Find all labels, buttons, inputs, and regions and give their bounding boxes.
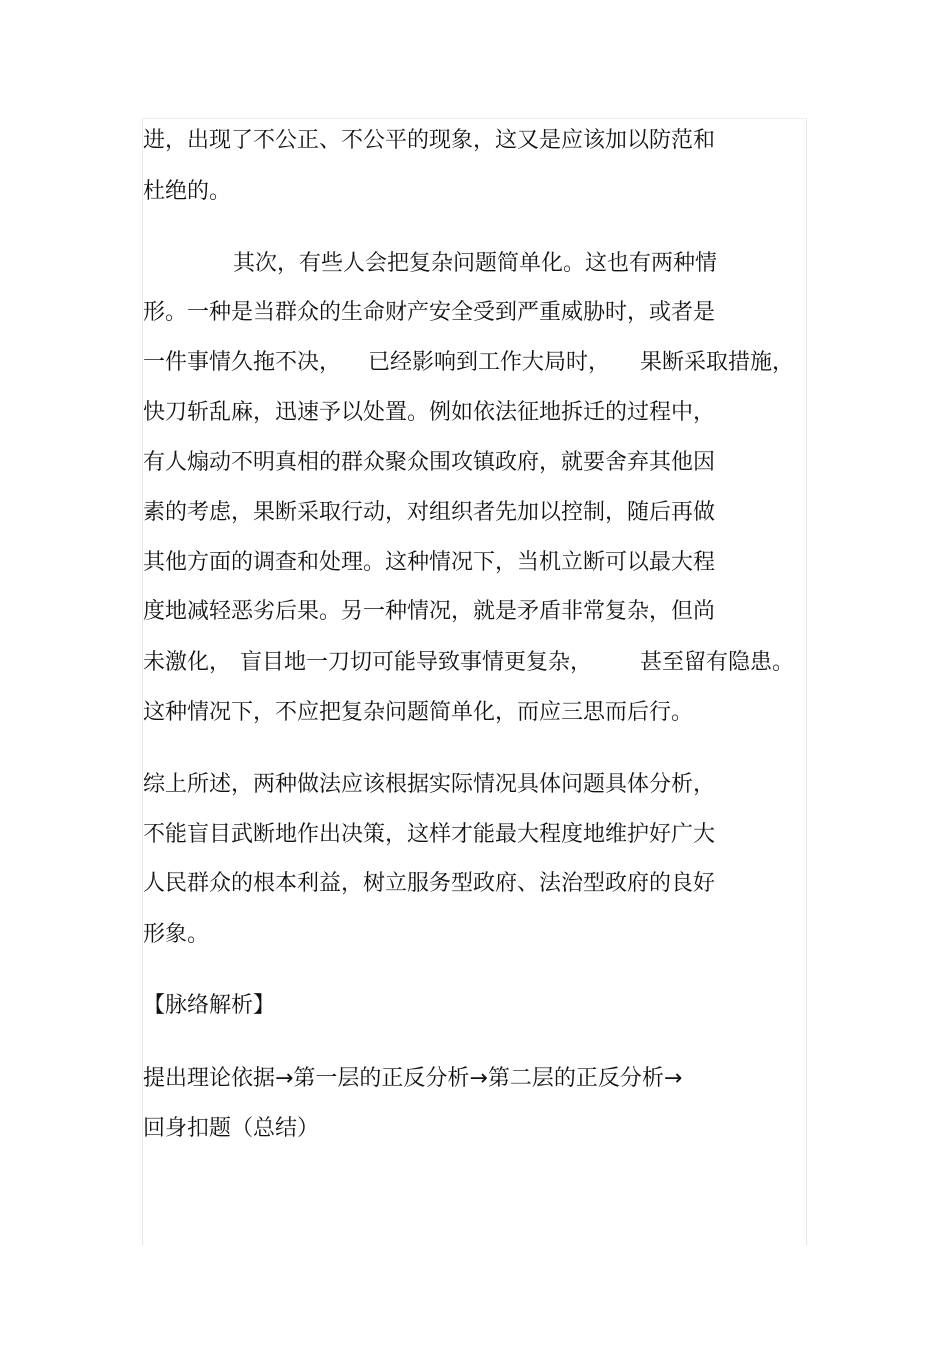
text-line: 不能盲目武断地作出决策，这样才能最大程度地维护好广大: [143, 822, 716, 847]
text-segment: 盲目地一刀切可能导致事情更复杂，: [240, 650, 593, 675]
section-heading: 【脉络解析】: [143, 993, 276, 1018]
text-line: 素的考虑，果断采取行动，对组织者先加以控制，随后再做: [143, 500, 716, 525]
text-line: 其次，有些人会把复杂问题简单化。这也有两种情: [233, 251, 718, 276]
text-line: 综上所述，两种做法应该根据实际情况具体问题具体分析，: [143, 772, 716, 797]
page-frame-top: [142, 118, 807, 119]
text-line: 度地减轻恶劣后果。另一种情况，就是矛盾非常复杂，但尚: [143, 599, 716, 624]
text-line: 进，出现了不公正、不公平的现象，这又是应该加以防范和: [143, 128, 716, 153]
text-line: 杜绝的。: [143, 179, 232, 204]
text-line: 其他方面的调查和处理。这种情况下，当机立断可以最大程: [143, 550, 716, 575]
text-line: 形象。: [143, 922, 210, 947]
page-frame-right: [806, 118, 807, 1245]
text-segment: 已经影响到工作大局时，: [368, 350, 611, 375]
text-line: [143, 648, 793, 678]
text-line: [143, 348, 793, 378]
text-line: 回身扣题（总结）: [143, 1116, 320, 1141]
text-line: 人民群众的根本利益，树立服务型政府、法治型政府的良好: [143, 871, 716, 896]
text-line: 这种情况下，不应把复杂问题简单化，而应三思而后行。: [143, 700, 694, 725]
text-line: 快刀斩乱麻，迅速予以处置。例如依法征地拆迁的过程中，: [143, 400, 716, 425]
text-segment: 一件事情久拖不决，: [143, 350, 342, 375]
text-line: 有人煽动不明真相的群众聚众围攻镇政府，就要舍弃其他因: [143, 450, 716, 475]
text-line: 形。一种是当群众的生命财产安全受到严重威胁时，或者是: [143, 300, 716, 325]
text-segment: 果断采取措施，: [640, 350, 795, 375]
text-line: 提出理论依据→第一层的正反分析→第二层的正反分析→: [143, 1066, 683, 1091]
text-segment: 未激化，: [143, 650, 232, 675]
text-segment: 甚至留有隐患。: [640, 650, 795, 675]
